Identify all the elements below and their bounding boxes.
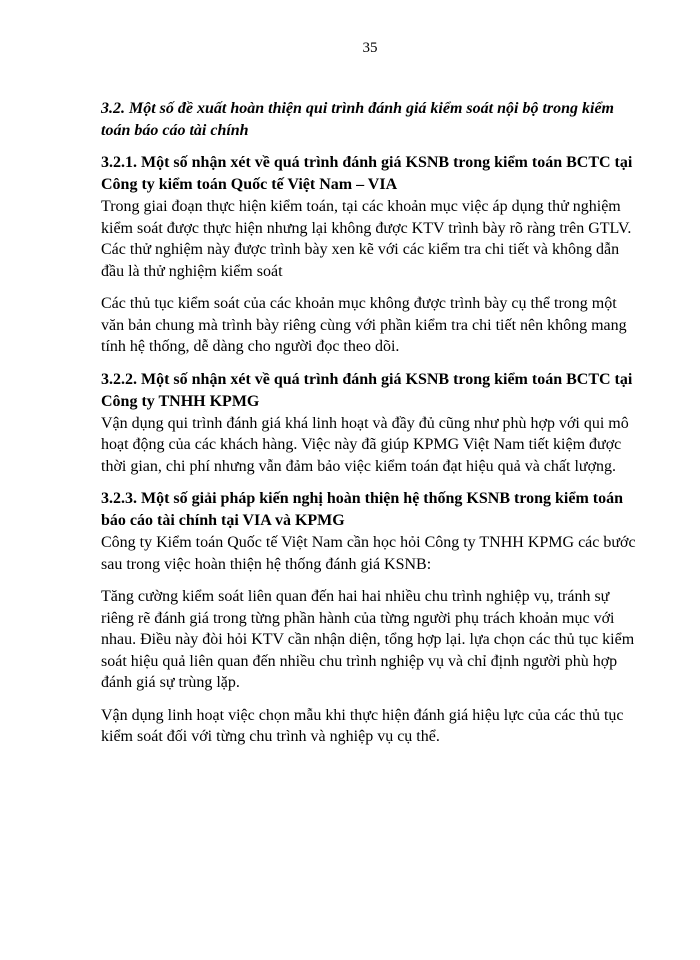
paragraph: Vận dụng linh hoạt việc chọn mẫu khi thực hiện đánh giá hiệu lực của các thủ tục kiểm soát đối với từng chu trình và nghiệp vụ cụ thể. <box>101 706 624 745</box>
subsection-3-2-2 <box>101 369 641 478</box>
paragraph: Trong giai đoạn thực hiện kiểm toán, tại các khoản mục việc áp dụng thử nghiệm kiểm soát được thực hiện nhưng lại không được KTV trình bày rõ ràng trên GTLV. Các thử nghiệm này được trình bày xen kẽ với các kiểm tra chi tiết và không dẫn đầu là thử nghiệm kiểm soát <box>101 198 632 280</box>
subsection-3-2-3 <box>101 488 641 748</box>
subsection-title: 3.2.3. Một số giải pháp kiến nghị hoàn thiện hệ thống KSNB trong kiểm toán báo cáo tài chính tại VIA và KPMG <box>101 490 624 529</box>
paragraph: Các thủ tục kiểm soát của các khoản mục không được trình bày cụ thể trong một văn bản chung mà trình bày riêng cùng với phần kiểm tra chi tiết nên không mang tính hệ thống, dễ dàng cho người đọc theo dõi. <box>101 295 627 355</box>
subsection-3-2-1 <box>101 152 641 358</box>
paragraph: Vận dụng qui trình đánh giá khá linh hoạt và đầy đủ cũng như phù hợp với qui mô hoạt động của các khách hàng. Việc này đã giúp KPMG Việt Nam tiết kiệm được thời gian, chi phí nhưng vẫn đảm bảo việc kiểm toán đạt hiệu quả và chất lượng. <box>101 414 629 475</box>
subsection-title: 3.2.2. Một số nhận xét về quá trình đánh giá KSNB trong kiểm toán BCTC tại Công ty TNHH KPMG <box>101 370 633 410</box>
paragraph: Tăng cường kiểm soát liên quan đến hai hai nhiều chu trình nghiệp vụ, tránh sự riêng rẽ đánh giá trong từng phần hành của từng người phụ trách khoản mục với nhau. Điều này đòi hỏi KTV cần nhận diện, tổng hợp lại. lựa chọn các thủ tục kiểm soát hiệu quả liên quan đến nhiều chu trình nghiệp vụ và chỉ định người phù hợp đánh giá sự trùng lặp. <box>101 588 635 691</box>
document-body <box>101 98 641 748</box>
section-title: 3.2. Một số đề xuất hoàn thiện qui trình đánh giá kiểm soát nội bộ trong kiểm toán báo cáo tài chính <box>101 100 614 139</box>
page-number: 35 <box>362 40 378 56</box>
subsection-title: 3.2.1. Một số nhận xét về quá trình đánh giá KSNB trong kiểm toán BCTC tại Công ty kiểm toán Quốc tế Việt Nam – VIA <box>101 154 633 193</box>
paragraph: Công ty Kiểm toán Quốc tế Việt Nam cần học hỏi Công ty TNHH KPMG các bước sau trong việc hoàn thiện hệ thống đánh giá KSNB: <box>101 534 636 573</box>
